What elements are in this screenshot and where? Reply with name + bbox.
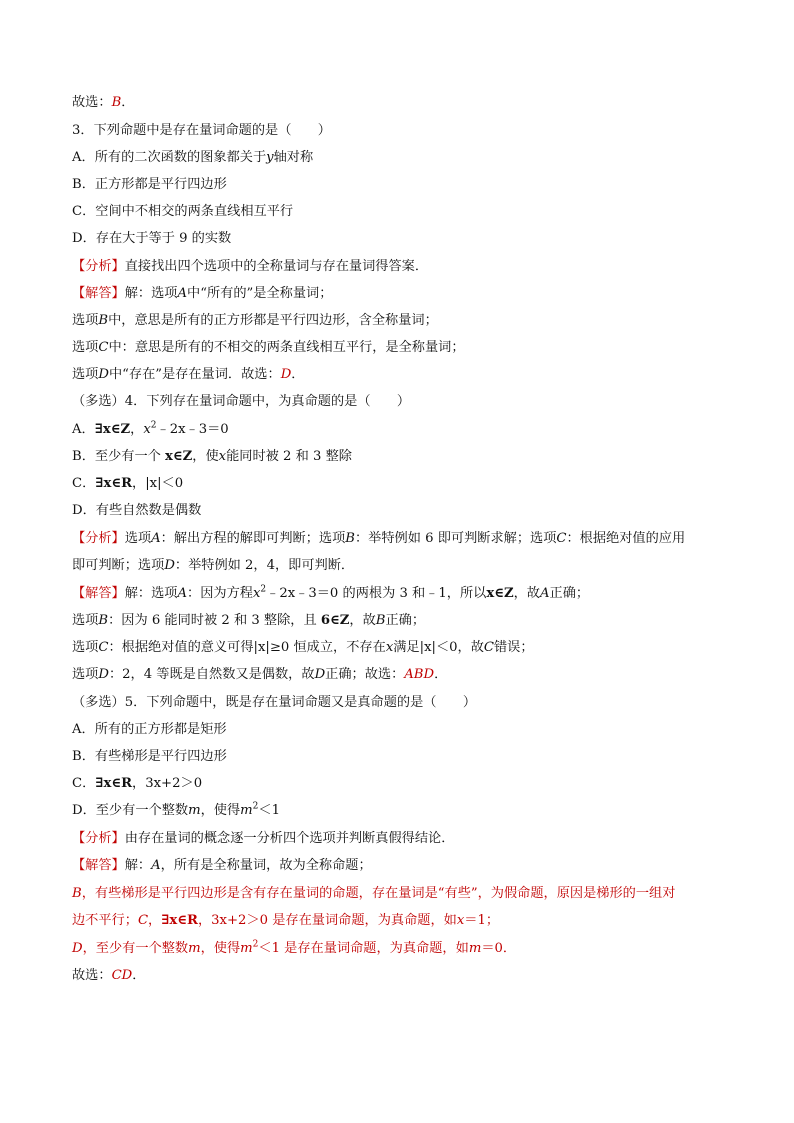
text-span: C． bbox=[72, 476, 96, 491]
text-span: CD bbox=[111, 968, 133, 983]
text-span: ，|x|＜0 bbox=[132, 476, 184, 491]
text-span: B bbox=[111, 95, 122, 110]
text-span: A bbox=[151, 858, 161, 873]
text-span: ． bbox=[132, 968, 146, 983]
text-span: 故选： bbox=[72, 968, 112, 983]
text-span: x∈Z bbox=[486, 586, 514, 601]
text-span: 中，意思是所有的正方形都是平行四边形，含全称量词； bbox=[108, 313, 438, 328]
text-span: C bbox=[483, 640, 494, 655]
text-line bbox=[72, 611, 732, 631]
text-span: ：举特例如 6 即可判断求解；选项 bbox=[354, 531, 557, 546]
text-span: y bbox=[266, 150, 274, 165]
text-span: ， bbox=[130, 422, 144, 437]
text-line bbox=[72, 774, 732, 794]
text-span: ，有些梯形是平行四边形是含有存在量词的命题，存在量词是“有些”，为假命题，原因是梯形的一组对 bbox=[81, 886, 676, 901]
superscript: 2 bbox=[252, 801, 259, 812]
text-span: A．所有的二次函数的图象都关于 bbox=[72, 150, 267, 165]
text-span: ：2，4 等既是自然数又是偶数，故 bbox=[108, 667, 315, 682]
text-line bbox=[72, 829, 732, 849]
text-line bbox=[72, 392, 732, 412]
text-span: ：因为方程 bbox=[187, 586, 253, 601]
text-span: ，使得 bbox=[200, 941, 241, 956]
text-span: C．空间中不相交的两条直线相互平行 bbox=[72, 204, 294, 219]
text-span: ， bbox=[148, 913, 162, 928]
text-line bbox=[72, 474, 732, 494]
text-line bbox=[72, 175, 732, 195]
text-line bbox=[72, 257, 732, 277]
text-span: ∃x∈R bbox=[161, 913, 198, 928]
text-line bbox=[72, 121, 732, 141]
text-line bbox=[72, 202, 732, 222]
text-span: ：举特例如 2，4，即可判断． bbox=[174, 558, 355, 573]
text-line bbox=[72, 911, 732, 931]
text-span: D bbox=[72, 941, 83, 956]
text-span: ：根据绝对值的应用 bbox=[566, 531, 686, 546]
text-span: 解：选项 bbox=[124, 586, 178, 601]
text-span: x bbox=[218, 449, 227, 464]
text-span: C bbox=[556, 531, 567, 546]
text-span: 故选： bbox=[72, 95, 112, 110]
text-span: ． bbox=[434, 667, 448, 682]
text-span: ，故 bbox=[349, 613, 376, 628]
text-span: D．至少有一个整数 bbox=[72, 803, 189, 818]
text-span: 满足|x|＜0，故 bbox=[393, 640, 484, 655]
text-line bbox=[72, 311, 732, 331]
text-line bbox=[72, 365, 732, 385]
text-span: 直接找出四个选项中的全称量词与存在量词得答案． bbox=[124, 259, 429, 274]
text-span: D．存在大于等于 9 的实数 bbox=[72, 231, 232, 246]
text-span: 【分析】 bbox=[72, 259, 125, 274]
text-span: ． bbox=[121, 95, 135, 110]
text-span: B bbox=[98, 613, 109, 628]
text-line bbox=[72, 447, 732, 467]
text-span: C． bbox=[72, 776, 96, 791]
text-span: D bbox=[164, 558, 175, 573]
text-span: ：根据绝对值的意义可得|x|≥0 恒成立，不存在 bbox=[108, 640, 386, 655]
text-span: ＝1； bbox=[464, 913, 500, 928]
text-span: 中：意思是所有的不相交的两条直线相互平行，是全称量词； bbox=[108, 340, 465, 355]
text-span: ，使 bbox=[192, 449, 219, 464]
text-span: B．有些梯形是平行四边形 bbox=[72, 749, 227, 764]
text-span: 选项 bbox=[72, 340, 99, 355]
text-span: 【解答】 bbox=[72, 286, 125, 301]
text-line bbox=[72, 93, 732, 113]
text-line bbox=[72, 856, 732, 876]
text-span: x bbox=[385, 640, 394, 655]
text-span: 选项 bbox=[72, 640, 99, 655]
text-span: ，使得 bbox=[200, 803, 241, 818]
text-span: D bbox=[280, 367, 292, 382]
text-span: ，至少有一个整数 bbox=[82, 941, 189, 956]
text-span: ∃x∈R bbox=[95, 476, 133, 491]
superscript: 2 bbox=[252, 939, 259, 950]
text-span: 即可判断；选项 bbox=[72, 558, 165, 573]
text-span: B bbox=[375, 613, 386, 628]
text-line bbox=[72, 884, 732, 904]
text-span: 中“存在”是存在量词．故选： bbox=[108, 367, 281, 382]
text-span: x bbox=[456, 913, 465, 928]
text-line bbox=[72, 801, 732, 821]
text-span: A．所有的正方形都是矩形 bbox=[72, 722, 227, 737]
text-line bbox=[72, 939, 732, 959]
text-line bbox=[72, 584, 732, 604]
text-line bbox=[72, 665, 732, 685]
text-span: 正确；故选： bbox=[325, 667, 405, 682]
text-span: ∃x∈Z bbox=[94, 422, 131, 437]
text-line bbox=[72, 693, 732, 713]
text-span: C bbox=[98, 640, 109, 655]
text-span: D．有些自然数是偶数 bbox=[72, 503, 202, 518]
text-span: m bbox=[468, 941, 482, 956]
text-span: 【分析】 bbox=[72, 531, 125, 546]
text-span: 解：选项 bbox=[124, 286, 178, 301]
text-span: 选项 bbox=[72, 613, 99, 628]
text-span: 正确； bbox=[385, 613, 426, 628]
text-span: A bbox=[177, 586, 188, 601]
text-line bbox=[72, 338, 732, 358]
text-line bbox=[72, 420, 732, 440]
text-span: ﹣2x﹣3＝0 bbox=[156, 422, 229, 437]
text-span: （多选）4．下列存在量词命题中，为真命题的是（ ） bbox=[72, 394, 411, 409]
superscript: 2 bbox=[260, 584, 267, 595]
text-line bbox=[72, 638, 732, 658]
text-span: A bbox=[540, 586, 550, 601]
superscript: 2 bbox=[150, 420, 157, 431]
text-span: 边不平行； bbox=[72, 913, 138, 928]
text-span: ＜1 是存在量词命题，为真命题，如 bbox=[258, 941, 469, 956]
text-span: C bbox=[98, 340, 109, 355]
text-span: B bbox=[345, 531, 355, 546]
text-span: D bbox=[98, 667, 109, 682]
text-span: B bbox=[72, 886, 82, 901]
text-span: x bbox=[252, 586, 261, 601]
text-line bbox=[72, 747, 732, 767]
text-span: B．正方形都是平行四边形 bbox=[72, 177, 227, 192]
text-span: x∈Z bbox=[165, 449, 193, 464]
text-span: m bbox=[240, 941, 253, 956]
text-span: （多选）5．下列命题中，既是存在量词命题又是真命题的是（ ） bbox=[72, 695, 477, 710]
text-span: B bbox=[98, 313, 109, 328]
text-span: 选项 bbox=[72, 667, 99, 682]
text-span: 选项 bbox=[72, 313, 99, 328]
text-span: ，3x+2＞0 bbox=[132, 776, 203, 791]
text-line bbox=[72, 229, 732, 249]
text-span: ＜1 bbox=[258, 803, 280, 818]
text-span: 正确； bbox=[549, 586, 590, 601]
text-span: A． bbox=[72, 422, 95, 437]
text-span: ，故 bbox=[513, 586, 540, 601]
text-line bbox=[72, 556, 732, 576]
text-span: 【分析】 bbox=[72, 831, 125, 846]
text-span: x bbox=[143, 422, 151, 437]
text-span: m bbox=[188, 803, 201, 818]
text-span: B．至少有一个 bbox=[72, 449, 166, 464]
text-span: 由存在量词的概念逐一分析四个选项并判断真假得结论． bbox=[124, 831, 455, 846]
text-span: 3．下列命题中是存在量词命题的是（ ） bbox=[72, 123, 331, 138]
text-span: 中“所有的”是全称量词； bbox=[187, 286, 333, 301]
text-span: 解： bbox=[124, 858, 152, 873]
text-line bbox=[72, 966, 732, 986]
text-span: A bbox=[177, 286, 188, 301]
text-line bbox=[72, 284, 732, 304]
text-line bbox=[72, 148, 732, 168]
text-span: ABD bbox=[404, 667, 435, 682]
text-span: ＝0． bbox=[481, 941, 517, 956]
text-line bbox=[72, 720, 732, 740]
text-span: 6∈Z bbox=[320, 613, 350, 628]
text-span: m bbox=[240, 803, 253, 818]
text-span: ，所有是全称量词，故为全称命题； bbox=[160, 858, 372, 873]
text-span: 轴对称 bbox=[273, 150, 314, 165]
text-span: ，3x+2＞0 是存在量词命题，为真命题，如 bbox=[197, 913, 457, 928]
text-span: 选项 bbox=[124, 531, 152, 546]
text-span: ∃x∈R bbox=[95, 776, 133, 791]
text-span: 选项 bbox=[72, 367, 99, 382]
text-span: D bbox=[98, 367, 109, 382]
text-span: ：解出方程的解即可判断；选项 bbox=[160, 531, 346, 546]
text-span: D bbox=[314, 667, 326, 682]
text-span: 【解答】 bbox=[72, 858, 125, 873]
text-line bbox=[72, 529, 732, 549]
text-span: m bbox=[188, 941, 201, 956]
text-span: 【解答】 bbox=[72, 586, 125, 601]
text-span: A bbox=[151, 531, 161, 546]
text-span: ：因为 6 能同时被 2 和 3 整除，且 bbox=[108, 613, 321, 628]
text-span: ． bbox=[291, 367, 305, 382]
text-span: C bbox=[137, 913, 149, 928]
text-span: 错误； bbox=[494, 640, 534, 655]
text-span: 能同时被 2 和 3 整除 bbox=[226, 449, 352, 464]
text-span: ﹣2x﹣3＝0 的两根为 3 和﹣1，所以 bbox=[266, 586, 487, 601]
text-line bbox=[72, 501, 732, 521]
